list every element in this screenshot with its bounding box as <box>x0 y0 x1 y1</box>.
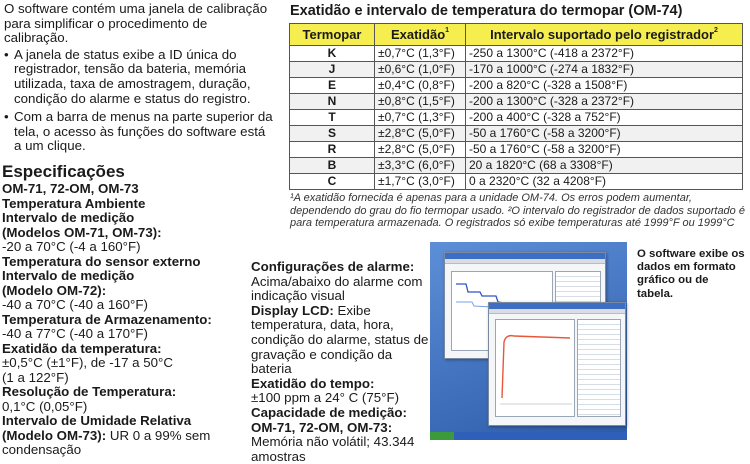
cell-accuracy: ±1,7°C (3,0°F) <box>375 174 466 190</box>
cell-range: -250 a 1300°C (-418 a 2372°F) <box>466 46 743 62</box>
spec-line: Resolução de Temperatura: <box>2 384 177 399</box>
cell-thermocouple: R <box>290 142 375 158</box>
spec-line: Exatidão da temperatura: <box>2 340 162 356</box>
front-window-table <box>577 319 621 417</box>
memory-text: Memória não volátil; 43.344 amostras <box>251 434 415 464</box>
table-row <box>290 62 743 78</box>
cell-accuracy: ±2,8°C (5,0°F) <box>375 142 466 158</box>
table-row <box>290 110 743 126</box>
spec-line: Temperatura de Armazenamento: <box>2 311 212 327</box>
intro-paragraph: O software contém uma janela de calibração para simplificar o procedimento de calibração. <box>4 1 268 46</box>
cell-range: -200 a 400°C (-328 a 752°F) <box>466 110 743 126</box>
spec-line: condensação <box>2 442 82 457</box>
header-range: Intervalo suportado pelo registrador$^2$ <box>466 24 743 46</box>
spec-line: -40 a 70°C (-40 a 160°F) <box>2 297 148 312</box>
cell-thermocouple: J <box>290 62 375 78</box>
front-chart-svg <box>496 320 574 416</box>
cell-thermocouple: E <box>290 78 375 94</box>
table-row <box>290 158 743 174</box>
spec-line: Intervalo de Umidade Relativa <box>2 413 192 428</box>
alarm-label: Configurações de alarme: <box>251 259 415 274</box>
spec-line: ±0,5°C (±1°F), de -17 a 50°C <box>2 355 173 370</box>
spec-line: -40 a 77°C (-40 a 170°F) <box>2 326 148 341</box>
cell-range: -50 a 1760°C (-58 a 3200°F) <box>466 126 743 142</box>
header-thermocouple: Termopar <box>290 24 375 46</box>
cell-thermocouple: T <box>290 110 375 126</box>
cell-range: 0 a 2320°C (32 a 4208°F) <box>466 174 743 190</box>
front-curve <box>502 336 570 398</box>
spec-line: OM-71, 72-OM, OM-73 <box>2 181 139 196</box>
cell-accuracy: ±0,8°C (1,5°F) <box>375 94 466 110</box>
cell-accuracy: ±2,8°C (5,0°F) <box>375 126 466 142</box>
table-row <box>290 94 743 110</box>
table-body <box>290 46 743 190</box>
time-accuracy-text: ±100 ppm a 24° C (75°F) <box>251 390 400 406</box>
alarm-text: Acima/abaixo do alarme com indicação visual <box>251 273 423 304</box>
spec-line: (Modelos OM-71, OM-73): <box>2 224 162 240</box>
cell-range: -170 a 1000°C (-274 a 1832°F) <box>466 62 743 78</box>
alarm-specs-block <box>251 260 436 464</box>
cell-accuracy: ±0,4°C (0,8°F) <box>375 78 466 94</box>
table-row <box>290 78 743 94</box>
cell-accuracy: ±3,3°C (6,0°F) <box>375 158 466 174</box>
taskbar <box>430 432 627 440</box>
start-button <box>430 432 454 440</box>
intro-bullet: • Com a barra de menus na parte superior da tela, o acesso às funções do software está a um clique. <box>4 110 274 154</box>
table-row <box>290 142 743 158</box>
lcd-label: Display LCD: <box>251 302 334 318</box>
table-title: Exatidão e intervalo de temperatura do termopar (OM-74) <box>290 3 683 19</box>
spec-line: 0,1°C (0,05°F) <box>2 398 88 414</box>
table-header-row <box>290 24 743 46</box>
front-window <box>488 302 626 426</box>
cell-range: -200 a 1300°C (-328 a 2372°F) <box>466 94 743 110</box>
spec-line: Intervalo de medição <box>2 210 135 225</box>
thermocouple-table <box>289 23 743 190</box>
intro-block <box>4 2 274 158</box>
intro-bullet-list <box>4 48 274 154</box>
cell-range: -200 a 820°C (-328 a 1508°F) <box>466 78 743 94</box>
time-accuracy-label: Exatidão do tempo: <box>251 375 375 391</box>
cell-range: 20 a 1820°C (68 a 3308°F) <box>466 158 743 174</box>
table-row <box>290 174 743 190</box>
footnote-marker: 2 <box>714 27 718 34</box>
spec-line: (Modelo OM-73): UR 0 a 99% sem <box>2 427 211 443</box>
lcd-text: Exibe temperatura, data, hora, condição do alarme, status de gravação e condição da bateria <box>251 302 429 377</box>
cell-thermocouple: S <box>290 126 375 142</box>
cell-range: -50 a 1760°C (-58 a 3200°F) <box>466 142 743 158</box>
cell-thermocouple: C <box>290 174 375 190</box>
cell-thermocouple: N <box>290 94 375 110</box>
memory-models: OM-71, 72-OM, OM-73: <box>251 419 393 435</box>
front-window-plot <box>495 319 575 417</box>
specifications-block <box>2 163 262 458</box>
intro-bullet: • A janela de status exibe a ID única do registrador, tensão da bateria, memória utilizada, taxa de amostragem, duração, condição do alarme e status do registro. <box>4 48 274 106</box>
memory-capacity-label: Capacidade de medição: <box>251 404 407 420</box>
spec-line: (Modelo OM-72): <box>2 282 107 298</box>
screenshot-caption: O software exibe os dados em formato gráfico ou de tabela. <box>637 248 745 300</box>
spec-line: Temperatura Ambiente <box>2 195 146 211</box>
header-accuracy: Exatidão$^1$ <box>375 24 466 46</box>
cell-accuracy: ±0,7°C (1,3°F) <box>375 46 466 62</box>
cell-accuracy: ±0,6°C (1,0°F) <box>375 62 466 78</box>
spec-line: -20 a 70°C (-4 a 160°F) <box>2 239 141 254</box>
software-screenshot-image <box>430 242 627 440</box>
specifications-title: Especificações <box>2 162 125 181</box>
footnote-marker: 1 <box>445 27 450 34</box>
table-footnote: ¹A exatidão fornecida é apenas para a unidade OM-74. Os erros podem aumentar, dependendo do grau do fio termopar usado. ²O intervalo do registrador de dados suportado é para temperatura armazenada. O registrados só exibe temperaturas até 1999°F ou 1999°C <box>290 192 745 230</box>
spec-line: Intervalo de medição <box>2 268 135 283</box>
spec-line: Temperatura do sensor externo <box>2 253 201 269</box>
table-row <box>290 126 743 142</box>
table-row <box>290 46 743 62</box>
specifications-lines <box>2 182 262 458</box>
spec-line: (1 a 122°F) <box>2 369 69 385</box>
cell-thermocouple: B <box>290 158 375 174</box>
cell-accuracy: ±0,7°C (1,3°F) <box>375 110 466 126</box>
cell-thermocouple: K <box>290 46 375 62</box>
